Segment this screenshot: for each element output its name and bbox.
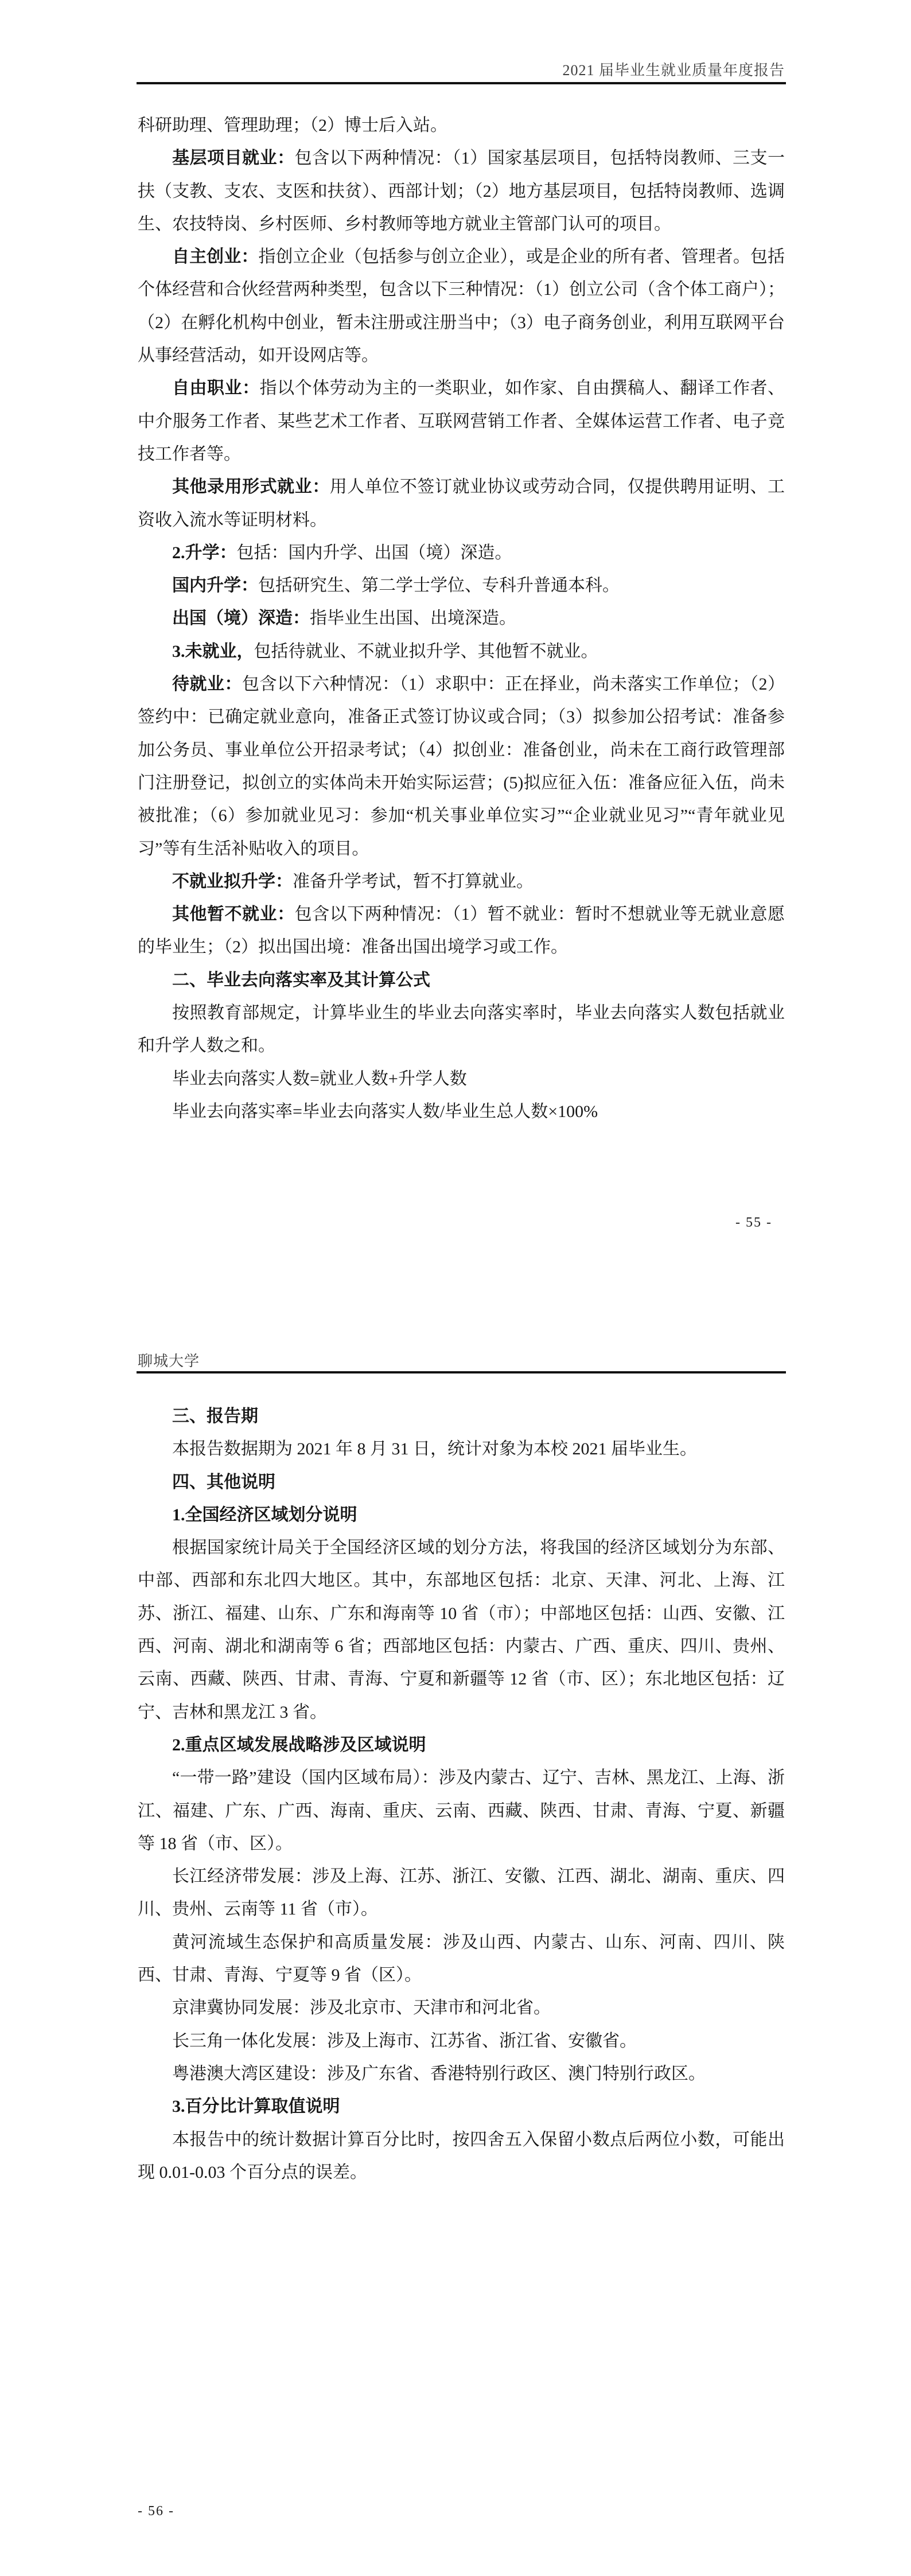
paragraph-text: 本报告数据期为 2021 年 8 月 31 日，统计对象为本校 2021 届毕业生。 [172, 1439, 697, 1459]
paragraph-text: 粤港澳大湾区建设：涉及广东省、香港特别行政区、澳门特别行政区。 [172, 2064, 706, 2083]
paragraph [138, 635, 785, 668]
page-body-55 [138, 109, 785, 1128]
paragraph [138, 2025, 785, 2057]
paragraph [138, 1860, 785, 1926]
paragraph-text: 指毕业生出国、出境深造。 [310, 609, 516, 628]
paragraph-text: 京津冀协同发展：涉及北京市、天津市和河北省。 [172, 1998, 551, 2018]
paragraph-text: 包含以下两种情况：（1）暂不就业：暂时不想就业等无就业意愿的毕业生；（2）拟出国出境：准备出国出境学习或工作。 [138, 905, 785, 957]
paragraph [138, 1926, 785, 1992]
paragraph-text: 包含以下六种情况：（1）求职中：正在择业，尚未落实工作单位；（2）签约中：已确定就业意向，准备正式签订协议或合同；（3）拟参加公招考试：准备参加公务员、事业单位公开招录考试；（4）拟创业：准备创业，尚未在工商行政管理部门注册登记，拟创立的实体尚未开始实际运营；(5)拟应征入伍：准备应征入伍，尚未被批准；（6）参加就业见习：参加“机关事业单位实习”“企业就业见习”“青年就业见习”等有生活补贴收入的项目。 [138, 675, 785, 858]
paragraph [138, 1063, 785, 1095]
header-rule-page-56 [137, 1371, 786, 1373]
running-header-page-56: 聊城大学 [138, 1353, 200, 1369]
paragraph-text: 按照教育部规定，计算毕业生的毕业去向落实率时，毕业去向落实人数包括就业和升学人数之和。 [138, 1003, 785, 1056]
paragraph-text: 毕业去向落实率=毕业去向落实人数/毕业生总人数×100% [172, 1102, 598, 1121]
paragraph [138, 470, 785, 536]
paragraph-lead-bold: 三、报告期 [172, 1407, 258, 1426]
paragraph [138, 372, 785, 470]
paragraph [138, 1531, 785, 1729]
paragraph [138, 668, 785, 865]
paragraph [138, 2123, 785, 2189]
paragraph-lead-bold: 其他暂不就业： [172, 905, 295, 924]
paragraph [138, 1729, 785, 1761]
paragraph-text: 包括待就业、不就业拟升学、其他暂不就业。 [254, 641, 598, 661]
paragraph-text: 包括：国内升学、出国（境）深造。 [236, 543, 512, 562]
paragraph [138, 109, 785, 142]
running-header-page-55: 2021 届毕业生就业质量年度报告 [562, 62, 785, 79]
paragraph [138, 2057, 785, 2090]
paragraph-lead-bold: 1.全国经济区域划分说明 [172, 1505, 357, 1524]
paragraph [138, 142, 785, 240]
paragraph [138, 865, 785, 898]
paragraph [138, 1761, 785, 1860]
paragraph-text: 指创立企业（包括参与创立企业），或是企业的所有者、管理者。包括个体经营和合伙经营两种类型，包含以下三种情况：（1）创立公司（含个体工商户）；（2）在孵化机构中创业，暂未注册或注册当中；（3）电子商务创业，利用互联网平台从事经营活动，如开设网店等。 [138, 247, 785, 365]
paragraph-lead-bold: 2.升学： [172, 543, 237, 562]
paragraph [138, 536, 785, 569]
page-number-55: - 55 - [735, 1215, 772, 1230]
paragraph-lead-bold: 3.未就业， [172, 641, 254, 661]
paragraph-lead-bold: 自主创业： [172, 247, 259, 267]
paragraph-text: 用人单位不签订就业协议或劳动合同，仅提供聘用证明、工资收入流水等证明材料。 [138, 477, 785, 530]
paragraph-text: 科研助理、管理助理；（2）博士后入站。 [138, 116, 447, 135]
paragraph [138, 569, 785, 602]
paragraph-lead-bold: 基层项目就业： [172, 149, 295, 168]
page-number-56: - 56 - [138, 2504, 174, 2519]
paragraph [138, 997, 785, 1063]
paragraph-lead-bold: 不就业拟升学： [172, 871, 293, 891]
paragraph-lead-bold: 3.百分比计算取值说明 [172, 2097, 340, 2116]
paragraph-lead-bold: 自由职业： [172, 379, 260, 398]
paragraph-text: 长江经济带发展：涉及上海、江苏、浙江、安徽、江西、湖北、湖南、重庆、四川、贵州、云南等 11 省（市）。 [138, 1867, 785, 1919]
paragraph-lead-bold: 四、其他说明 [172, 1472, 275, 1492]
paragraph-text: 准备升学考试，暂不打算就业。 [293, 871, 534, 891]
paragraph-lead-bold: 国内升学： [172, 576, 258, 596]
paragraph-text: 黄河流域生态保护和高质量发展：涉及山西、内蒙古、山东、河南、四川、陕西、甘肃、青海、宁夏等 9 省（区）。 [138, 1932, 785, 1985]
paragraph-text: 本报告中的统计数据计算百分比时，按四舍五入保留小数点后两位小数，可能出现 0.01-0.03 个百分点的误差。 [138, 2130, 785, 2182]
paragraph [138, 1095, 785, 1128]
paragraph-text: 毕业去向落实人数=就业人数+升学人数 [172, 1069, 467, 1088]
paragraph-text: 指以个体劳动为主的一类职业，如作家、自由撰稿人、翻译工作者、中介服务工作者、某些艺术工作者、互联网营销工作者、全媒体运营工作者、电子竞技工作者等。 [138, 379, 785, 464]
paragraph [138, 964, 785, 997]
paragraph [138, 1991, 785, 2024]
paragraph-lead-bold: 2.重点区域发展战略涉及区域说明 [172, 1735, 426, 1754]
paragraph [138, 602, 785, 635]
header-rule-page-55 [137, 82, 786, 84]
paragraph [138, 240, 785, 372]
page-body-56 [138, 1400, 785, 2189]
paragraph-lead-bold: 出国（境）深造： [172, 609, 310, 628]
paragraph [138, 2090, 785, 2123]
paragraph-text: 包括研究生、第二学士学位、专科升普通本科。 [258, 576, 620, 596]
paragraph [138, 898, 785, 964]
paragraph-lead-bold: 二、毕业去向落实率及其计算公式 [172, 970, 430, 990]
paragraph-lead-bold: 其他录用形式就业： [172, 477, 330, 497]
paragraph [138, 1499, 785, 1531]
paragraph [138, 1400, 785, 1433]
paragraph-lead-bold: 待就业： [172, 675, 242, 694]
paragraph [138, 1466, 785, 1499]
paragraph-text: “一带一路”建设（国内区域布局）：涉及内蒙古、辽宁、吉林、黑龙江、上海、浙江、福建、广东、广西、海南、重庆、云南、西藏、陕西、甘肃、青海、宁夏、新疆等 18 省（市、区）。 [138, 1768, 785, 1853]
paragraph-text: 根据国家统计局关于全国经济区域的划分方法，将我国的经济区域划分为东部、中部、西部和东北四大地区。其中，东部地区包括：北京、天津、河北、上海、江苏、浙江、福建、山东、广东和海南等 10 省（市）；中部地区包括：山西、安徽、江西、河南、湖北和湖南等 6 省；西部地区包括：内蒙古、广西、重庆、四川、贵州、云南、西藏、陕西、甘肃、青海、宁夏和新疆等 12 省（市、区）；东北地区包括：辽宁、吉林和黑龙江 3 省。 [138, 1538, 785, 1722]
paragraph-text: 长三角一体化发展：涉及上海市、江苏省、浙江省、安徽省。 [172, 2031, 637, 2050]
paragraph-text: 包含以下两种情况：（1）国家基层项目，包括特岗教师、三支一扶（支教、支农、支医和扶贫）、西部计划；（2）地方基层项目，包括特岗教师、选调生、农技特岗、乡村医师、乡村教师等地方就业主管部门认可的项目。 [138, 149, 785, 234]
paragraph [138, 1433, 785, 1465]
